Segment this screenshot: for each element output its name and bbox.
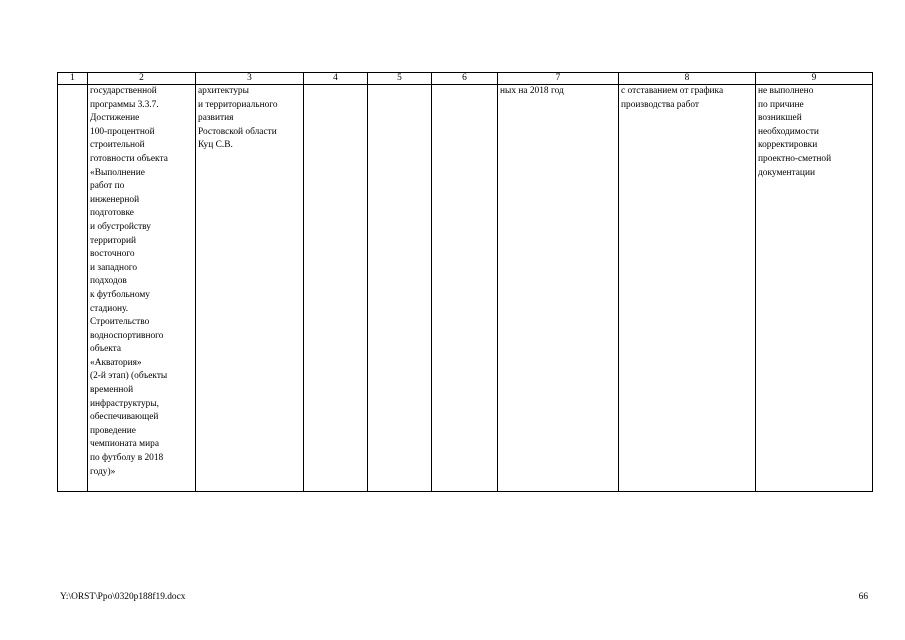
cell-responsible: архитектуры и территориального развития Ростовской области Куц С.В. bbox=[196, 85, 304, 492]
column-header-5: 5 bbox=[368, 73, 432, 85]
column-header-7: 7 bbox=[498, 73, 619, 85]
cell-col-5 bbox=[368, 85, 432, 492]
column-header-9: 9 bbox=[756, 73, 873, 85]
footer-file-path: Y:\ORST\Ppo\0320p188f19.docx bbox=[60, 592, 186, 602]
cell-result-planned: ных на 2018 год bbox=[498, 85, 619, 492]
column-header-3: 3 bbox=[196, 73, 304, 85]
column-header-1: 1 bbox=[58, 73, 88, 85]
column-number-row bbox=[58, 73, 873, 85]
cell-reason: не выполнено по причине возникшей необходимости корректировки проектно-сметной документации bbox=[756, 85, 873, 492]
cell-result-actual: с отставанием от графика производства работ bbox=[619, 85, 756, 492]
cell-col-6 bbox=[432, 85, 498, 492]
column-header-2: 2 bbox=[88, 73, 196, 85]
column-header-6: 6 bbox=[432, 73, 498, 85]
table-row bbox=[58, 85, 873, 492]
cell-number bbox=[58, 85, 88, 492]
cell-event-description: государственной программы 3.3.7. Достижение 100-процентной строительной готовности объекта «Выполнение работ по инженерной подготовке и обустройству территорий восточного и западного подходов к футбольному стадиону. Строительство водноспортивного объекта «Акватория» (2-й этап) (объекты временной инфраструктуры, обеспечивающей проведение чемпионата мира по футболу в 2018 году)» bbox=[88, 85, 196, 492]
cell-col-4 bbox=[304, 85, 368, 492]
page-number: 66 bbox=[858, 592, 868, 602]
report-table bbox=[57, 72, 873, 492]
column-header-4: 4 bbox=[304, 73, 368, 85]
column-header-8: 8 bbox=[619, 73, 756, 85]
